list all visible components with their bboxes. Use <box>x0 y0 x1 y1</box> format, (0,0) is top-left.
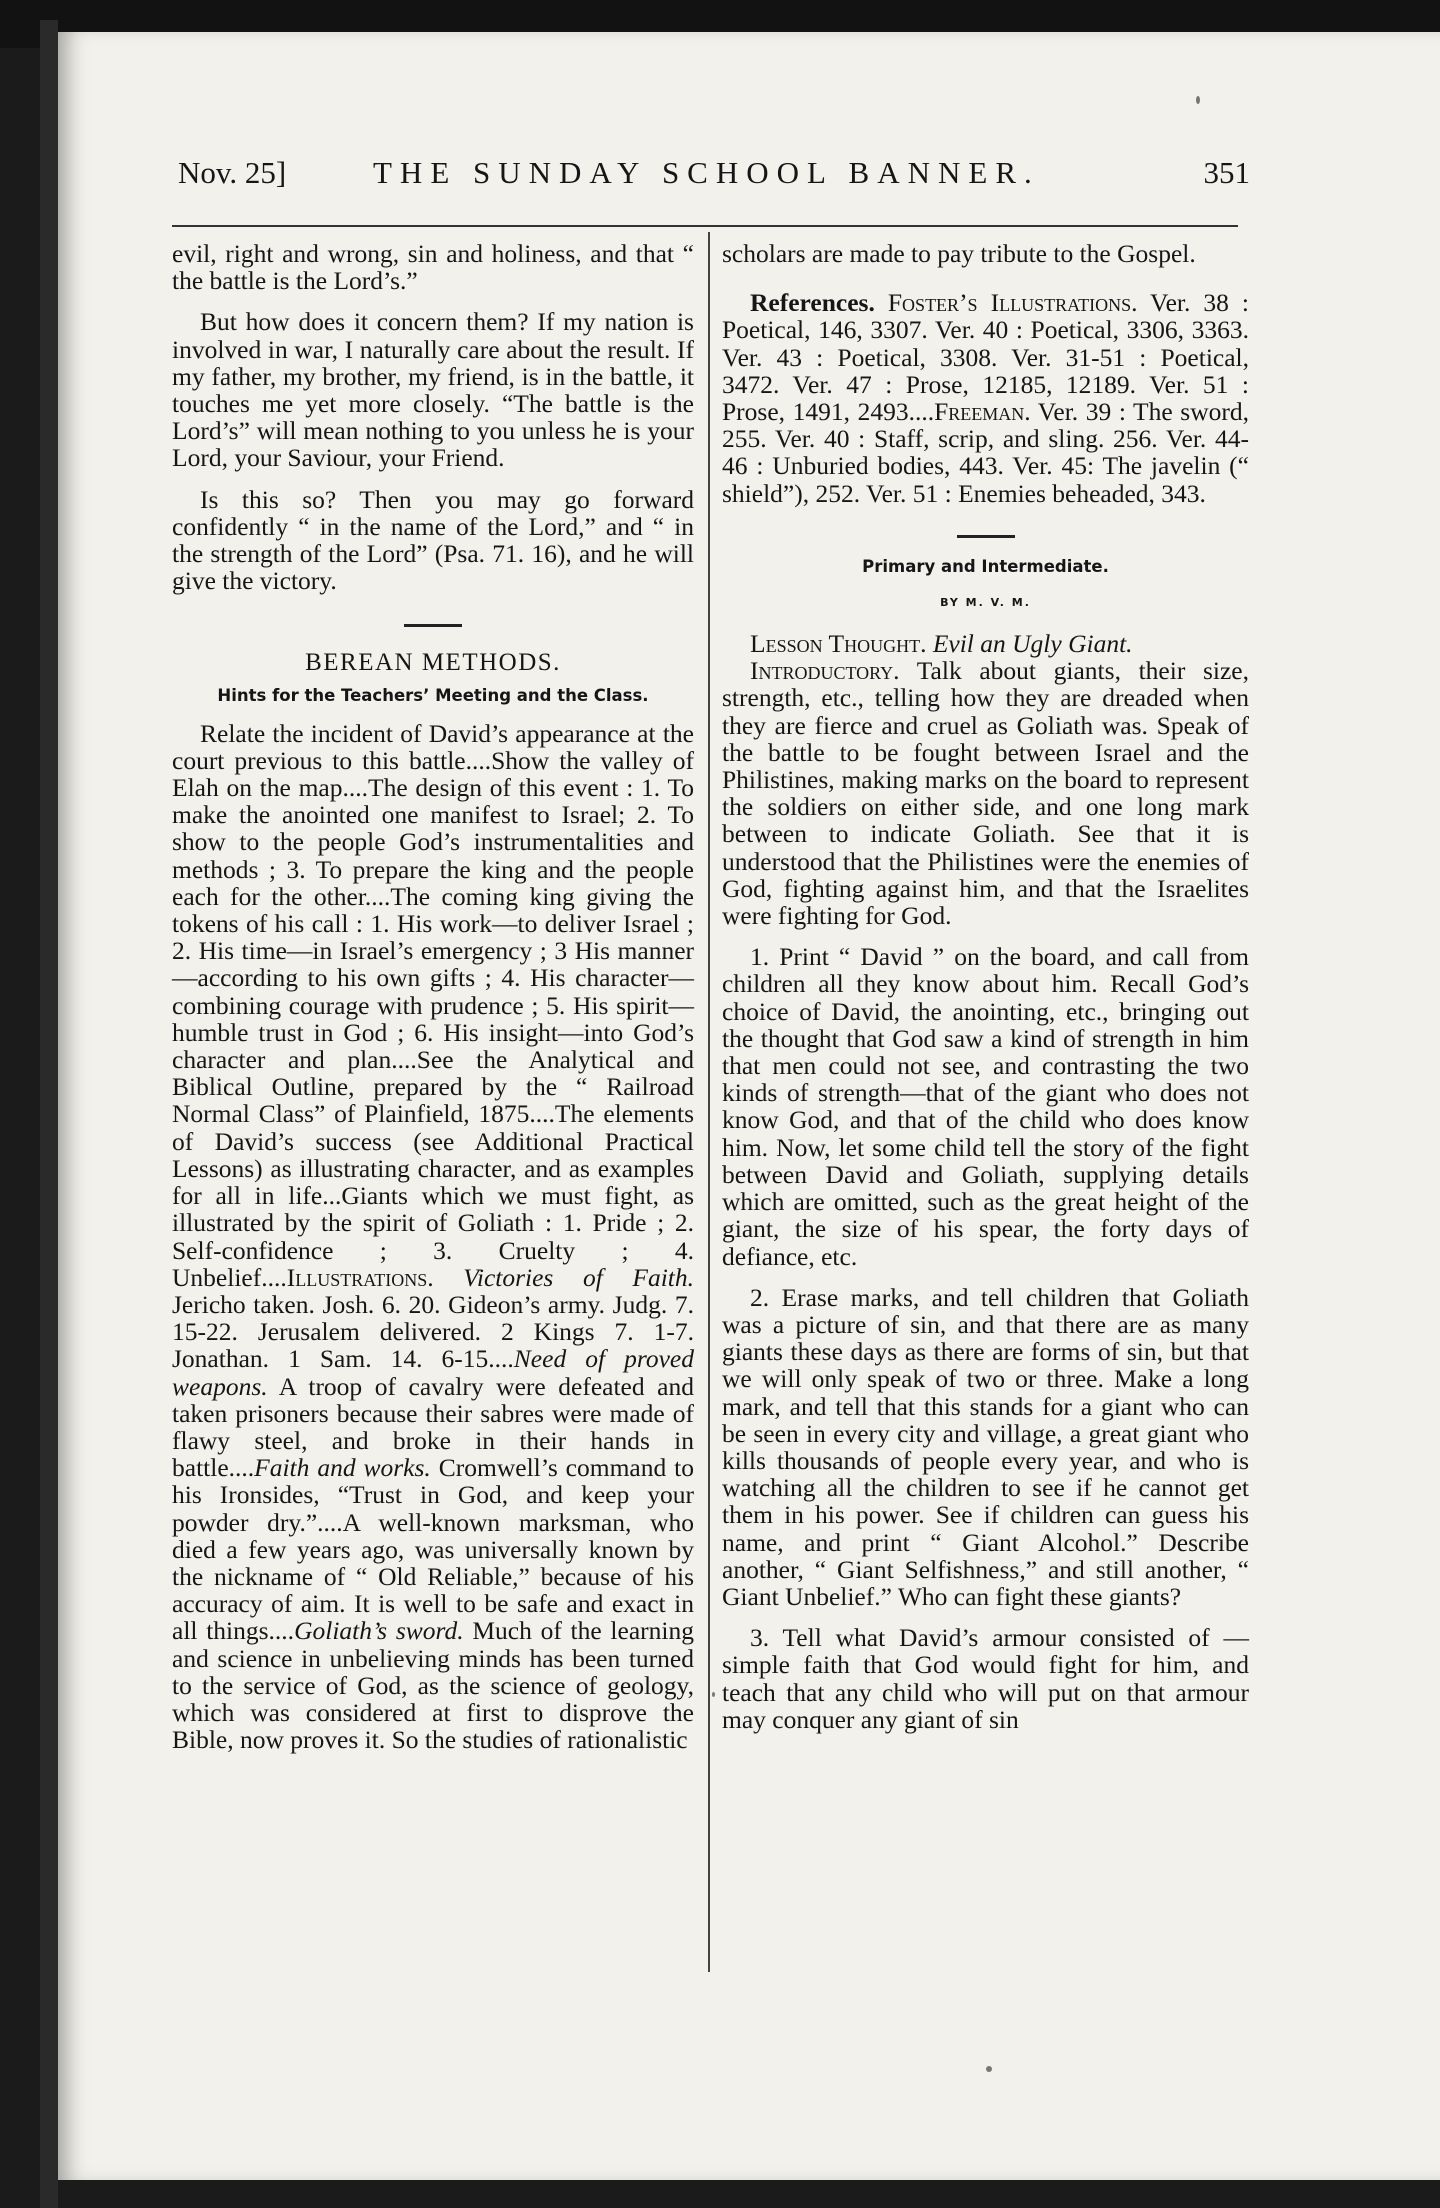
paragraph: Is this so? Then you may go forward confidently “ in the name of the Lord,” and “ in the strength of the Lord” (Psa. 71. 16), and he will give the victory. <box>172 484 694 596</box>
paragraph: evil, right and wrong, sin and holiness, and that “ the battle is the Lord’s.” <box>172 239 694 296</box>
illustrations-label: Illustrations. <box>286 1262 434 1292</box>
column-divider <box>708 232 710 1972</box>
paragraph: scholars are made to pay tribute to the Gospel. <box>722 239 1196 268</box>
section-subtitle: Hints for the Teachers’ Meeting and the Class. <box>217 685 649 705</box>
berean-methods-text: Relate the incident of David’s appearance at the court previous to this battle....Show the valley of Elah on the map....The design of this event : 1. To make the anointed one manifest to Israel; 2. To show to the people God’s instrumentalities and methods ; 3. To prepare the king and the people each for the other....The coming king giving the tokens of his call : 1. His work—to deliver Israel ; 2. His time—in Israel’s emergency ; 3 His manner—according to his own gifts ; 4. His character—combining courage with prudence ; 5. His spirit—humble trust in God ; 6. His insight—into God’s character and plan....See the Analytical and Biblical Outline, prepared by the “ Railroad Normal Class” of Plainfield, 1875....The elements of David’s success (see Additional Practical Lessons) as illustrating character, and as examples for all in life...Giants which we must fight, as illustrated by the spirit of Goliath : 1. Pride ; 2. Self-confidence ; 3. Cruelty ; 4. Unbelief....Illustrations. Victories of Faith. Jericho taken. Josh. 6. 20. Gideon’s army. Judg. 7. 15-22. Jerusalem delivered. 2 Kings 7. 1-7. Jonathan. 1 Sam. 14. 6-15....Need of proved weapons. A troop of cavalry were defeated and taken prisoners because their sabres were made of flawy steel, and broke in their hands in battle....Faith and works. Cromwell’s command to his Ironsides, “Trust in God, and keep your powder dry.”....A well-known marksman, who died a few years ago, was universally known by the nickname of “ Old Reliable,” because of his accuracy of aim. It is well to be safe and exact in all things....Goliath’s sword. Much of the learning and science in unbelieving minds has been turned to the service of God, as the science of geology, which was considered at first to disprove the Bible, now proves it. So the studies of rationalistic <box>172 718 695 1755</box>
paper-speck <box>1196 96 1200 104</box>
header-rule <box>172 225 1238 227</box>
lesson-item: 3. Tell what David’s armour consisted of —simple faith that God would fight for him, and teach that any child who will put on that armour may conquer any giant of sin <box>722 1623 1249 1734</box>
references-paragraph: References. Foster’s Illustrations. Ver. 38 : Poetical, 146, 3307. Ver. 40 : Poetical, 3306, 3363. Ver. 43 : Poetical, 3308. Ver. 31-51 : Poetical, 3472. Ver. 47 : Prose, 12185, 12189. Ver. 51 : Prose, 1491, 2493....Freeman. Ver. 39 : The sword, 255. Ver. 40 : Staff, scrip, and sling. 256. Ver. 44-46 : Unburied bodies, 443. Ver. 45: The javelin (“ shield”), 252. Ver. 51 : Enemies beheaded, 343. <box>722 288 1250 508</box>
page-number: 351 <box>1203 155 1250 190</box>
lesson-item: 1. Print “ David ” on the board, and call from children all they know about him. Recall God’s choice of David, the anointing, etc., bringing out the thought that God saw a kind of strength in him that men could not see, and contrasting the two kinds of strength—that of the giant who does not know God, and that of the child who does know him. Now, let some child tell the story of the fight between David and Goliath, supplying details which are omitted, such as the great height of the giant, the size of his spear, the forty days of defiance, etc. <box>722 942 1249 1271</box>
lesson-item: 2. Erase marks, and tell children that Goliath was a picture of sin, and that there are as many giants these days as there are forms of sin, but that we will only speak of two or three. Make a long mark, and tell that this stands for a giant who can be seen in every city and village, a great giant who kills thousands of people every year, and who is watching all the children to see if he cannot get them in his power. See if children can guess his name, and print “ Giant Alcohol.” Describe another, “ Giant Selfishness,” and still another, “ Giant Unbelief.” Who can fight these giants? <box>722 1282 1249 1611</box>
issue-date: Nov. 25] <box>178 155 287 190</box>
lesson-thought: Lesson Thought. Evil an Ugly Giant. <box>750 629 1133 659</box>
paragraph: But how does it concern them? If my nation is involved in war, I naturally care about the result. If my father, my brother, my friend, is in the battle, it touches me yet more closely. “The battle is the Lord’s” will mean nothing to you unless he is your Lord, your Saviour, your Friend. <box>172 307 694 473</box>
paper-speck <box>986 2066 992 2072</box>
book-binding-edge <box>40 20 58 2208</box>
references-label: References. <box>750 288 875 318</box>
right-column <box>722 240 1249 1733</box>
publication-title: THE SUNDAY SCHOOL BANNER. <box>373 155 1040 190</box>
left-column <box>172 240 694 1753</box>
section-title: BEREAN METHODS. <box>305 649 561 677</box>
running-head <box>178 155 1250 199</box>
introductory-paragraph: Introductory. Talk about giants, their size, strength, etc., telling how they are dreaded when they are fierce and cruel as Goliath was. Speak of the battle to be fought between Israel and the Philistines, making marks on the board to represent the soldiers on either side, and one long mark between to indicate Goliath. See that it is understood that the Philistines were the enemies of God, fighting against him, and that the Israelites were fighting for God. <box>722 656 1249 931</box>
byline: BY M. V. M. <box>940 595 1031 609</box>
paper-speck <box>712 1692 715 1697</box>
section-title: Primary and Intermediate. <box>862 556 1109 576</box>
